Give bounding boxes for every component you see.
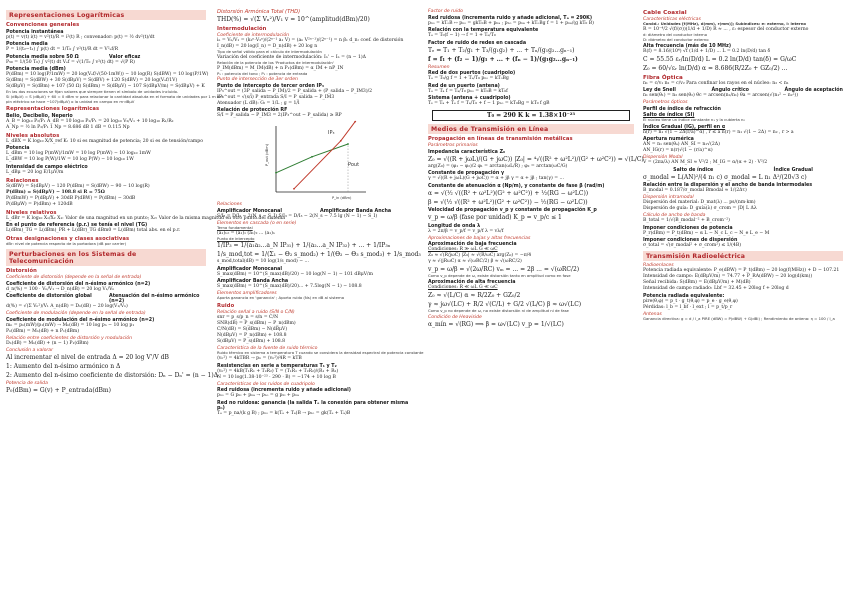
formula-power-50ohm: P₅₀ = 1/(50 T₀) ∫ v²(t) dt Vₑf = √(1/T₀ ∫ v²(t) dt) = √(P R): [6, 59, 135, 65]
formula-dbm-2: S(dBm) = S(dBW) + 30 S(dBμV) = S(dBV) + 120 S(dBV) = 20 log(Vₑf/1V): [6, 78, 178, 83]
label-harmonic-atten: Atenuación del n-ésimo armónico (n=2): [109, 294, 200, 305]
sublabel-optical: Parámetros ópticos: [643, 100, 688, 106]
formula-instant-power: p(t) = v(t) i(t) = v²(t)/R = i²(t) R ; convenador: p(t) = ½ dv²(t)/dt: [6, 34, 155, 40]
label-graded-index: Índice Gradual (IG), perfil en α: [643, 124, 726, 130]
sublabel-snr: Relación señal a ruido (S/N o C/N): [217, 310, 295, 316]
formula-conclusion-1: Al incrementar el nivel de entrada Δ = 20 log V'/V dB: [6, 353, 169, 361]
formula-high-2: Z₀ ≈ √(L/C) α ≈ R/2Z₀ + GZ₀/2: [428, 292, 521, 300]
sublabel-params: Parámetros primarios: [428, 143, 478, 148]
formula-radio-3: Señal recibida: S(dBm) = E(dBμV/m) + M(dB): [643, 280, 751, 286]
formula-radio-1: Potencia radiada equivalente: P_e(dBW) = P_t(dBm) − 20 log(f(MHz)) + D − 107.21: [643, 268, 840, 274]
sublabel-approx: Aproximaciones de bajas y altas frecuencias: [428, 235, 531, 241]
subheader-intermod: Intermodulación: [217, 26, 267, 32]
formula-amp-1: S/I₃ = D/I₃ − 2(N_s − S_I) S/I₃ = D/I₃ − 2(N_s − 7.5 lg (N − 1) − S_I): [217, 213, 378, 219]
sublabel-summary: Resumen: [428, 64, 450, 70]
label-instant-power: Potencia instantánea: [6, 29, 64, 35]
labels-global: [6, 293, 206, 305]
formula-radio-2: Intensidad de campo: E(dBμV/m) = 74.77 + P_RA(dBW) − 20 log(d(km)): [643, 274, 813, 280]
formula-terna: (a₁)ₜₒₜ = (a₁)₁ (a₁)₂ ... (a₁)ₙ: [217, 230, 275, 236]
formula-coax-6: Z₀ = 60/√εᵣ ln(D/d) α = 8.686(R/2Z₀ + GZ₀/2) ...: [643, 64, 788, 72]
label-ip3: Punto de intercepto de tercer orden IP₃: [217, 83, 324, 89]
label-index-profile: Perfil de índice de refracción: [643, 106, 721, 112]
chart-point-2-1: [293, 188, 295, 190]
label-amp-mono: Amplificador Monocanal: [217, 208, 282, 214]
formula-velocity: v_p = ω/β (fase por unidad) K_p = v_p/c ≤ 1: [428, 214, 562, 221]
label-amp-banda-2: Amplificador Banda Ancha: [217, 279, 289, 285]
label-power-50ohm: Potencia media sobre 50 Ω: [6, 54, 79, 60]
note-dbm-2: Si (dBμV) = S (dBμV) + 60 = 0 dBm ⇔ para relacionar la cantidad absoluta en el formato de unidades por 1 m del: [6, 93, 223, 99]
label-numerical-aperture: Apertura numérica: [643, 137, 694, 143]
formula-ip3-c: Atenuador (L dB): Gₜ = 1/L ; g = 1/l: [217, 100, 300, 106]
chart-ip3-label: IP₃: [328, 130, 335, 137]
formula-ip3-a: IP₃^out = (3P_salida − P_IM)/2 = P_salida + (P_salida − P_IM3)/2: [217, 88, 373, 94]
note-low: Como v_p depende de ω, existe distorsión tanto en amplitud como en fase: [428, 273, 571, 278]
note-intermod-3: P₁ : potencia del tono ; P₁ : potencia de entrada: [217, 70, 308, 76]
sublabel-intermod-coef: Coeficiente de intermodulación: [217, 33, 290, 38]
label-mod-coef: Coeficiente de modulación del n-ésimo armónico (n=2): [6, 317, 155, 323]
note-coax-3: D: diámetro del conductor externo: [643, 36, 709, 42]
formula-intercept-3: s_mod,total(dB) = 10 log(1/s_mod) − ...: [217, 259, 309, 265]
formula-wavelength: λ = 2π/β = v_p/f = v_p/f λ = vλ/f: [428, 228, 504, 234]
formula-thermal-3: ⟨vₙ²⟩ = 4kB(T₁R₁ + T₂R₂) T = (T₁R₁ + T₂R₂)/(R₁ + R₂): [217, 368, 339, 374]
label-noisy-net: Red ruidosa (incrementa ruido y añade adicional): [217, 388, 352, 394]
sublabel-coef: Coeficiente de distorsión (depende en la señal de entrada): [6, 275, 142, 281]
sublabel-relations: Relaciones: [217, 202, 242, 208]
formula-coax-1: R = 10⁻⁴/2 √(f/(σ))(1/d + 1/D) R ≈ ... , ε: espesor del conductor externo: [643, 26, 809, 32]
label-impedance: Impedancia característica Z₀: [428, 149, 506, 155]
formula-bel-2: A_Np = ½ ln P₂/P₁ 1 Np = 8.686 dB 1 dB = 0.115 Np: [6, 124, 130, 130]
formula-bel-1: A_B = log₁₀ P₂/P₁ A_dB = 10 log₁₀ P₂/P₁ = 20 log₁₀ V₂/V₁ + 10 log₁₀ R₁/R₂: [6, 118, 174, 124]
subheader-coax: Cable Coaxial: [643, 10, 687, 16]
formula-rel-6: L(dBm)_TG = L(dBm)_PR + L(dBr)_TG dBm0 = L(dBm) total abs. en el p.r.: [6, 228, 181, 234]
constants-box: T₀ = 290 K k = 1.38×10⁻²³: [432, 110, 630, 121]
sublabel-noise-factor: Factor de ruido: [428, 9, 463, 14]
label-two-port: Red de dos puertos (cuadripolo): [428, 71, 516, 76]
formula-noisy-net: pₙₒ = G pₙᵢ + pₙₐ → pₙₒ = g pₙᵢ + pₙₐ: [217, 393, 299, 399]
formula-radio-6: Pérdidas: l_b = l_bf · l_ext ; l = p_t/p_r: [643, 304, 733, 310]
column-2: [217, 8, 424, 594]
formula-noise-5: S(dBμV) = P_s(dBm) + 108.8: [217, 339, 286, 345]
formula-noise-factor-2: Tₑ = T₀(f − 1) → f = 1 + Tₑ/T₀: [428, 33, 496, 38]
sublabel-chromatic: Dispersión intramodal: [643, 195, 694, 201]
chart-marks: [275, 121, 356, 192]
formula-chromatic-1: Dispersión del material: D_mat(λ) ... ps/(nm·km): [643, 200, 756, 206]
sublabel-relation: Relación entre coeficientes de distorsión y modulación: [6, 335, 133, 341]
label-field-intensity: Intensidad de campo eléctrico: [6, 164, 88, 170]
label-thermal-2: Resistencias en serie a temperaturas T₁ y T₂: [217, 363, 337, 369]
formula-low-2: Z₀ ≈ √(R/jωC) |Z₀| ≈ √(R/ωC) arg(Z₀) = −π/4: [428, 253, 532, 258]
formula-intermod-3: Variación del coeficiente de intermodulación: Iₙ' − Iₙ = (n − 1)Δ: [217, 54, 366, 60]
formula-intercept-2: 1/s_mod,tot = 1/(Σ₁ − Θ₂ s_mod₂) + 1/(Θ₂ − Θ₃ s_mod₃) + 1/s_mod₃: [217, 251, 421, 259]
subheader-conventions: Convenciones generales: [6, 22, 80, 28]
sublabel-coax: Características eléctricas: [643, 17, 701, 22]
subheader-noise: Ruido: [217, 303, 235, 310]
formula-modes-2: σ_modal = L(AN)²/(4 n₁ c) σ_modal = L n₁ Δ²/(20√3 c): [643, 173, 807, 181]
formula-intermod-2: I_n(dB) = 20 log(I_n) = D_n(dB) + 20 log n: [217, 44, 318, 49]
label-prop-const: Constante de propagación γ: [428, 171, 505, 176]
label-coax-units: Conód.: Unidades [f(MHz), d(mm), r(mm)]; Subíndices: e: externo, i: interno: [643, 21, 807, 26]
formula-rel-1: S(dBW) = S(dBμV) − 120 P(dBm) = S(dBW) − 90 − 10 log(R): [6, 183, 150, 189]
section-header-perturbations: Perturbaciones en los Sistemas de Telecomunicación: [6, 249, 206, 266]
subheader-relative-levels: Niveles relativos: [6, 209, 57, 216]
chart-pout-label: Pout: [348, 162, 360, 169]
formula-atten-2: β = √(½ √((R² + ω²L²)(G² + ω²C²)) − ½(RG − ω²LC)): [428, 198, 588, 206]
subheader-propagation: Propagación en líneas de transmisión metálicas: [428, 136, 573, 142]
formula-bandwidth-2: P_r(dBm) = P_t(dBm) − α L − N_c L_c − N_e L_e − M: [643, 230, 770, 236]
chart-point-1-2: [311, 156, 313, 158]
section-header-media: Medios de Transmisión en Línea: [428, 124, 634, 134]
formula-dbm-1: P(dBm) = 10 log(P/1mW) = 20 log(Vₑf/√(50·1mW)) − 10 log(R) S(dBW) = 10 log(P/1W): [6, 72, 209, 77]
formula-low-3: γ ≈ √(jRωC) α ≈ √(ωRC/2) β ≈ √(ωRC/2): [428, 259, 522, 264]
subheader-relations: Relaciones: [6, 177, 39, 184]
formula-prop-const: γ = √((R + jωL)(G + jωC)) = α + jβ γ = α + jβ ; tan(γ) = ...: [428, 176, 564, 181]
subheader-absolute-levels: Niveles absolutos: [6, 132, 60, 139]
formula-atten-1: α = √(½ √((R² + ω²L²)(G² + ω²C²)) + ½(RG − ω²LC)): [428, 189, 589, 197]
note-amplifiers: Aporta ganancia en 'ganancia' ; Aporta ruido (Ns) en dB al sistema: [217, 295, 345, 301]
subheader-distortion: Distorsión: [6, 268, 37, 275]
formula-heaviside: α_mín = √(RG) ⟹ β = ω√(LC) v_p = 1/√(LC): [428, 321, 564, 329]
formula-intercept-1: 1/IP₃ = 1/(a₁a₂...a_N IP₃₁) + 1/(a₂...a_N IP₃₂) + ... + 1/IP₃ₙ: [217, 242, 391, 250]
formula-output-power: P₀(dBm) = G(v) + P_entrada(dBm): [6, 386, 111, 394]
label-step-index-2: Salto de índice: [673, 167, 714, 173]
formula-conclusion-3: 2: Aumento del n-ésimo coeficiente de distorsión: Dₙ − Dₙ' = (n − 1)Δ: [6, 371, 219, 379]
formula-abs-level: L_dBX = K log₁₀ X/X_ref K: 10 si es magnitud de potencia; 20 si es de tensión/campo: [6, 138, 203, 144]
label-global-coef: Coeficiente de distorsión global: [6, 294, 92, 300]
label-one-port: Red de un puerto (antena): [428, 83, 500, 89]
formula-dbm-3: S(dBμV) = S(dBm) + 107 (50 Ω) S(dBm) = S(dBμV) − 107 S(dBμV/m) = S(dBμV) + K: [6, 84, 205, 89]
label-cascade-factor: Factor de ruido de redes en cascada: [428, 40, 527, 46]
formula-noise-factor-3: Tₑ = T₁ + T₂/g₁ + T₃/(g₁g₂) + ... + Tₙ/(g₁g₂...gₙ₋₁): [428, 46, 575, 54]
formula-intermod-1: iₙ = Vₙ/V₁ = (k₂ⁿ·V₂ⁿ)/(2ⁿ⁻¹ a₁ V) = (aₙ V²ⁿ⁻¹)/(2ⁿ⁻¹) = n β₁ d_n: coef. de distorsión: [217, 38, 404, 43]
formula-rel-4: P(dBμW) = P(dBm) + 120dB: [6, 201, 73, 207]
sublabel-heaviside: Condición de Heaviside: [428, 315, 482, 321]
label-wavelength: Longitud de onda λ: [428, 223, 481, 229]
formula-noise-factor-4: f = f₁ + (f₂ − 1)/g₁ + ... + (fₙ − 1)/(g₁g₂...gₙ₋₁): [428, 55, 578, 63]
formula-impedance-2: arg(Z₀) = (φ₁ − φ₂)/2 φ₁ = arctan(ωL/R) ; φ₂ = arctan(ωC/G): [428, 163, 568, 169]
sublabel-conclusion: Conclusión a valorar: [6, 347, 53, 353]
sublabel-output-power: Potencia de salida: [6, 380, 48, 386]
sublabel-bandwidth: Cálculo de ancho de banda: [643, 213, 706, 219]
formula-modes-3: B_modal = 0.187/σ_modal Bmodal ≈ 1/(2Δτ): [643, 188, 747, 194]
formula-mod-coef-2: Pₙ(dBm) = Mₙ(dB) + n P₁(dBm): [6, 328, 80, 334]
formula-coax-4: R(f) = 8.16/(10⁴) √f (1/d + 1/D) ... L = 0.2 ln(D/d) tan δ: [643, 48, 771, 54]
label-velocity: Velocidad de propagación v_p y constante de propagación K_p: [428, 208, 597, 213]
label-mean-power: Potencia media: [6, 42, 48, 47]
section-header-radio: Transmisión Radioeléctrica: [643, 251, 843, 261]
formula-intermod-4: P_IM(dBm) = M_IM(dB) + n P₁(dBm) = α_IM + nP_IN: [217, 65, 344, 71]
chart-y-label: P_out (dBm): [265, 144, 269, 167]
sublabel-thd: Distorsión Armónica Total (THD): [217, 9, 301, 15]
sublabel-modal-disp: Dispersión Modal: [643, 155, 683, 161]
note-coax-2: d: diámetro del conductor interno: [643, 31, 708, 37]
formula-one-port: Tₑ = Tₐ f = Tₐ/T₀ pₙₒ = kT₀B = kT₀f: [428, 88, 508, 94]
formula-index-profile: n(r) = n₁ √(1 − 2Δ(r/a)^α) , r ≤ a n(r) = n₁ √(1 − 2Δ) = n₂ , r > a: [643, 129, 794, 135]
label-power: Potencia: [6, 146, 30, 152]
label-low-freq: Aproximación de baja frecuencia: [428, 242, 517, 247]
formula-radio-4: Intensidad de campo radiado: Lbf = 32.45 + 20log f + 20log d: [643, 286, 789, 292]
formula-relation-dm: Dₙ(dB) = Mₙ(dB) + (n − 1) P₁(dBm): [6, 340, 89, 346]
chart-point-2-2: [340, 140, 342, 142]
chart-point-2-3: [354, 121, 356, 123]
chart-series-line-2: [294, 122, 355, 189]
label-amp-mono-2: Amplificador Monocanal: [217, 266, 282, 272]
label-critical-angle: Ángulo crítico: [711, 88, 749, 94]
section-header-logarithmic: Representaciones Logarítmicas: [6, 10, 206, 20]
formula-harmonic-coef: d_n(%) = 100 · Vₙ/V₁ → D_n(dB) = 20 log V₁/Vₙ: [6, 286, 115, 292]
formula-thermal-1: ⟨vₙ²⟩ = 4kTBR → pₙ = ⟨vₙ²⟩/4R = kTB: [217, 356, 302, 362]
label-equiv-temp: Relación con la temperatura equivalente: [428, 28, 539, 33]
subheader-log-repr: Representaciones logarítmicas: [6, 106, 100, 113]
ip3-chart: [262, 122, 372, 200]
formula-ip3-b: IP₃^out = √(s/i) P_entrada S/I = P_salida − P_IM3: [217, 94, 335, 100]
label-step-index: Salto de índice (SI): [643, 113, 695, 119]
label-atten-const: Constante de atenuación α (Np/m), y constante de fase β (rad/m): [428, 183, 605, 189]
formula-bandwidth-3: σ_total = √(σ_modal² + σ_crom²) ≤ 1/(4B): [643, 243, 741, 249]
label-system: Sistema (antena + cuadripolo): [428, 96, 511, 101]
chart-point-1-1: [275, 172, 277, 174]
formula-power-2: L_dBW = 10 log P(W)/1W = 10 log P(W) − 10 log₁₀ 1W: [6, 157, 134, 163]
label-intercept: Punto de intercepto: [217, 235, 255, 241]
note-modes: Relación entre la dispersión y el ancho de banda intermodales: [643, 183, 813, 189]
formula-na-1: AN = n₁ sen(θₐ) AN_SI = n₁√(2Δ): [643, 142, 720, 148]
formula-noise-1: snr = p_s/p_n = s/n = C/N: [217, 315, 279, 321]
formula-rel-5: L_dBr = K log₁₀ X₁/X₂ X₁: Valor de una magnitud en un punto; X₂: Valor de la misma magnitud en otro punto del sistema: [6, 215, 285, 221]
formula-chromatic-2: Dispersión de guía: D_guía(λ) σ_crom = |D| L Δλ: [643, 206, 757, 212]
formula-rf-protection: S/I = P_salida − P_IM3 = 2(IP₃^out − P_salida) ≥ RP: [217, 113, 342, 119]
formula-field-intensity: L_dBμ = 20 log E/1μV/m: [6, 169, 64, 175]
note-thermal: Ruido térmico en sistema a temperatura T cuando se considera la densidad espectral de potencia constante: [217, 350, 424, 356]
label-snell: Ley de Snell: [643, 88, 676, 94]
formula-noiseless-net: Tₑ = p_na/(k g B) ; pₙₒ = k(Tₑ + Tₐ)B → pₙₒ = gk(Tₑ + Tₐ)B: [217, 410, 351, 416]
formula-low-4: v_p = ω/β = √(2ω/RC) vₘ = ... = 2β ... = √(ωRC/2): [428, 266, 580, 273]
formula-global-coef: d(%) = √(Σ Vₙ²)/V₁ A_n(dB) = Dₙ(dB) − 20 log(V₁/Vₙ): [6, 304, 128, 310]
formula-noise-factor-1: pₙₒ = kTₒB ↔ pₙₒ = gkT₀B + pₙₐ ; pₙₒ = pₙₐ + kTₒBg f = 1 + pₙₐ/(g kT₀ B): [428, 20, 594, 26]
formula-bandwidth-1: B_total = 1/√(B_modal⁻² + B_crom⁻²): [643, 218, 730, 224]
sublabel-thermal: Característica de la fuente de ruido térmico: [217, 346, 318, 352]
formula-low-1: Condiciones: R ≫ ωL G ≪ ωC: [428, 247, 498, 252]
label-ref-point: En el punto de referencia (p.r.) se tenía el nivel (TG): [6, 223, 148, 229]
label-noisy-net-f: Red ruidosa (incrementa ruido y añade adicional, Tₐ = 290K): [428, 15, 593, 21]
column-4: [643, 8, 843, 594]
label-terna: Terna fundamental: [217, 224, 253, 230]
note-high: Como v_p no depende de ω, no existe distorsión ni de amplitud ni de fase: [428, 308, 569, 314]
formula-thd: THD(%) = √(Σ Vₙ²)/V₁ v = 10^(amplitud(dBm)/20): [217, 16, 370, 23]
chart-series-line-1: [276, 144, 348, 173]
note-step-index: El núcleo tiene un índice constante n₁ y la cubierta n₂: [643, 117, 745, 123]
formula-na-2: AN_IG(r) = n(r)√(1 − (r/a)^α): [643, 148, 713, 154]
note-other: dBr: nivel de potencia respecto de la portadora (dB por carrier): [6, 241, 127, 247]
formula-coax-5: C = 55.55 εᵣ/ln(D/d) L = 0.2 ln(D/d) tan(δ) = G/ωC: [643, 55, 797, 63]
note-dbm-3: pin eléctrico se hace −107(dBμV) o la unidad en campo en m·dBμV: [6, 98, 135, 104]
subheader-other: Otras designaciones y clases asociativas: [6, 236, 130, 243]
formula-noise-4: N(dBμV) = P_n(dBm) + 108.8: [217, 333, 287, 339]
subheader-fiber: Fibra Óptica: [643, 74, 683, 81]
label-power-dbm: Potencia media (dBm): [6, 67, 66, 72]
formula-fiber-2: n₁ sen(θ₁) = n₂ sen(θ₂) θc = arcsen(n₂/n₁) θa = arcsen(√(n₁² − n₂²)): [643, 93, 799, 99]
formula-rel-3: P(dBmW) = P(dBμV) + 30dB P(dBW) = P(dBm) − 30dB: [6, 195, 136, 201]
formula-mean-power: P = 1/(t₂−t₁) ∫ p(t) dt = 1/T₀ ∫ v²(t)/R dt = V²ₑf/R: [6, 47, 119, 52]
formula-rel-2: P(dBm) = S(dBμV) − 108.8 si R = 75Ω: [6, 189, 105, 195]
formula-high-1: Condiciones: R ≪ ωL G ≪ ωC: [428, 285, 498, 291]
label-noiseless-net: Red no ruidosa: ganancia (la salida Tₑ la conexión para obtener misma pₙ): [217, 400, 409, 411]
label-graded-index-2: Índice Gradual: [773, 167, 813, 173]
formula-system: Tₛ = Tₐ + Tₑ f = Tₐ/T₀ + f − 1 pₙₒ = kT₀Bg = kT₀ f gB: [428, 101, 550, 106]
sublabel-modulation: Coeficiente de modulación (depende en la señal de entrada): [6, 311, 146, 317]
formula-two-port: Tₑ = T₀/g f = 1 + Tₑ/T₀ pₙₒ = kTₒBg: [428, 76, 509, 81]
column-3: [428, 8, 644, 594]
note-dbm-1: En las dos ecuaciones se fijan valores que siempre tienen el símbolo de unidades incluido.: [6, 89, 179, 94]
note-intermod-1: Tipo de señal válido para el cálculo de intermodulación: [217, 49, 322, 54]
formula-amp-3: S_max(dBm) = 10^(S_max(dB)/20)... + 7.5log(N − 1) − 108.8: [217, 284, 362, 290]
sublabel-antennas: Antenas: [643, 311, 662, 317]
sublabel-cascade: Elementos en cascada (o en serie): [217, 220, 297, 226]
formula-conclusion-2: 1: Aumento del n-ésimo armónico n Δ: [6, 362, 121, 370]
chart-x-label: P_in (dBm): [332, 196, 352, 201]
sublabel-amplifiers: Elementos amplificadores: [217, 291, 277, 297]
label-dispersion-conditions: Imponer condiciones de dispersión: [643, 238, 738, 244]
note-radio-7: Ganancia directiva: g = d / l_a PIRE (dBW) = P(dBW) + G(dBi) ; Rendimiento de antena: η = 100 / l_a: [643, 315, 835, 321]
sublabel-quadripole: Características de los ruidos de cuadripolo: [217, 381, 315, 387]
formula-radio-5: pire(θ,φ) = p_t · g_t(θ,φ) = p_e · g_e(θ,φ): [643, 298, 738, 304]
label-high-freq: Aproximación de alta frecuencia: [428, 280, 516, 286]
label-power-conditions: Imponer condiciones de potencia: [643, 225, 733, 231]
formula-thermal-4: N = 10 log(1.38·10⁻²³ · 290 · B) = −174 + 10 log B: [217, 374, 336, 380]
note-intermod-2: Relación de la potencia de los 'Productos de intermodulación': [217, 59, 334, 65]
formula-amp-2: S_max(dBm) = 10^(S_max(dB)/20) − 10 log(N − 1) − 101 dBμV/m: [217, 271, 373, 277]
label-high-freq-coax: Alta frecuencia (más de 10 MHz): [643, 43, 732, 49]
sublabel-radio-links: Radioenlaces: [643, 263, 674, 269]
label-radiated-power: Potencia radiada equivalente:: [643, 293, 725, 299]
formula-high-3: γ ≈ jω√(LC) + R/2 √(C/L) + G/2 √(L/C) β ≈ ω√(LC): [428, 301, 582, 309]
label-rms-value: Valor eficaz: [109, 54, 141, 60]
label-harmonic-coef: Coeficiente de distorsión del n-ésimo armónico (n=2): [6, 281, 151, 287]
sublabel-third-order: Punto de intersección de 3er orden: [217, 77, 298, 83]
label-rf-protection: Relación de protección RF: [217, 108, 288, 114]
formula-modes-1: V = (2πa/λ) AN M_SI ≈ V²/2 ; M_IG = α/(α + 2) · V²/2: [643, 160, 768, 166]
formula-impedance-1: Z₀ = √((R + jωL)/(G + jωC)) |Z₀| = ⁴√((R² + ω²L²)/(G² + ω²C²)) = √(L/C): [428, 155, 644, 163]
formula-power-1: L_dBm = 10 log P(mW)/1mW = 10 log P(mW) − 10 log₁₀ 1mW: [6, 151, 151, 157]
formula-mod-coef-1: mₙ = pₙ(mW)/p₁(mW) → Mₙ(dB) = 10 log pₙ − 10 log p₁: [6, 322, 135, 328]
formula-noise-3: C/N(dB) = S(dBm) − N(dBμV): [217, 327, 288, 333]
label-amp-banda: Amplificador Banda Ancha: [320, 208, 392, 214]
label-acceptance-angle: Ángulo de aceptación: [784, 88, 843, 94]
label-bel: Belio, Decibelio, Neperio: [6, 113, 73, 119]
formula-fiber-1: n₁ = c/v₁ n₂ = c/v₂ Para confinar los rayos en el núcleo: n₂ < n₁: [643, 80, 789, 86]
formula-noise-2: SNR(dB) = P_s(dBm) − P_n(dBm): [217, 321, 296, 327]
